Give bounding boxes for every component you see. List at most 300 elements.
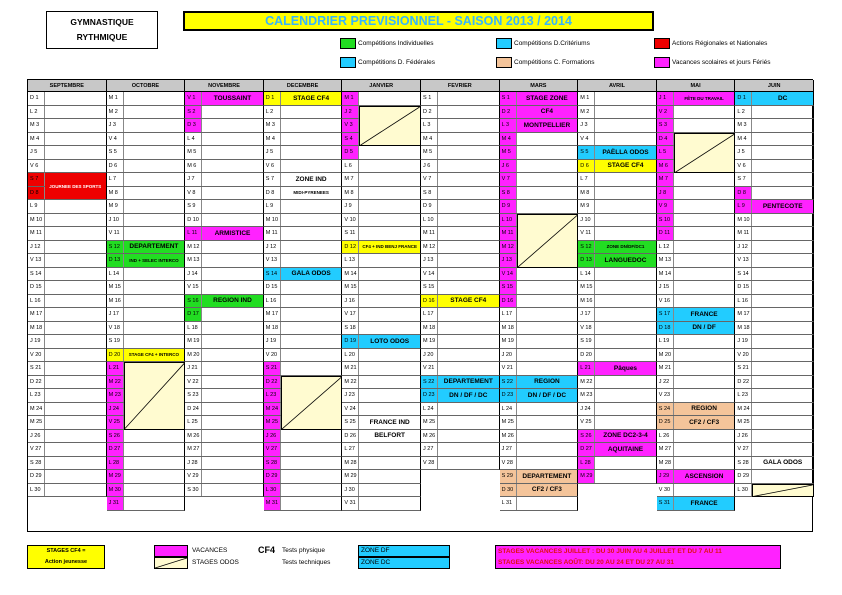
- stages-juillet: STAGES VACANCES JUILLET : DU 30 JUIN AU 4 JUILLET ET DU 7 AU 11: [498, 548, 722, 555]
- day-label: L 2: [735, 106, 752, 119]
- day-cell: [107, 214, 186, 228]
- calendar-event: ZONE IND: [281, 173, 343, 187]
- tests-techniques-label: Tests techniques: [282, 559, 331, 566]
- day-label: S 28: [28, 457, 45, 470]
- day-label: M 18: [421, 322, 438, 335]
- day-cell: [578, 92, 657, 106]
- day-label: S 30: [185, 484, 202, 497]
- day-label: V 2: [657, 106, 674, 119]
- day-label: M 31: [264, 497, 281, 510]
- day-label: S 21: [264, 362, 281, 375]
- day-cell: [735, 362, 814, 376]
- day-label: M 4: [421, 133, 438, 146]
- day-cell: [264, 146, 343, 160]
- day-cell: [500, 146, 579, 160]
- day-label: S 18: [342, 322, 359, 335]
- day-label: M 5: [500, 146, 517, 159]
- calendar-event: ARMISTICE: [202, 227, 264, 241]
- day-cell: [421, 187, 500, 201]
- day-label: M 4: [264, 133, 281, 146]
- day-cell: [578, 173, 657, 187]
- day-cell: [185, 173, 264, 187]
- day-label: J 13: [421, 254, 438, 267]
- day-cell: [28, 268, 107, 282]
- day-cell: [578, 349, 657, 363]
- day-cell: [735, 281, 814, 295]
- calendar-event: STAGE CF4: [595, 160, 657, 174]
- day-label: M 18: [28, 322, 45, 335]
- day-cell: [421, 160, 500, 174]
- day-cell: [500, 173, 579, 187]
- stages-odos-swatch: [154, 557, 188, 569]
- day-cell: [28, 281, 107, 295]
- day-cell: [500, 308, 579, 322]
- day-cell: [264, 200, 343, 214]
- day-cell: [185, 268, 264, 282]
- day-label: S 22: [500, 376, 517, 389]
- day-label: L 17: [421, 308, 438, 321]
- day-cell: [657, 430, 736, 444]
- day-label: V 9: [657, 200, 674, 213]
- day-label: S 24: [657, 403, 674, 416]
- day-cell: [735, 376, 814, 390]
- day-cell: [657, 457, 736, 471]
- day-cell: [735, 268, 814, 282]
- day-cell: [578, 187, 657, 201]
- day-cell: [342, 160, 421, 174]
- day-label: J 9: [342, 200, 359, 213]
- day-label: S 11: [342, 227, 359, 240]
- day-cell: [342, 200, 421, 214]
- day-label: L 7: [107, 173, 124, 186]
- day-label: L 13: [342, 254, 359, 267]
- day-label: M 25: [421, 416, 438, 429]
- stages-cf4-label: STAGES CF4 =: [46, 548, 86, 554]
- day-cell: [185, 119, 264, 133]
- day-cell: [657, 335, 736, 349]
- day-label: M 10: [28, 214, 45, 227]
- vacances-label: VACANCES: [192, 547, 228, 554]
- day-cell: [28, 295, 107, 309]
- day-label: M 28: [342, 457, 359, 470]
- day-label: D 29: [735, 470, 752, 483]
- day-label: S 5: [578, 146, 595, 159]
- day-label: S 8: [421, 187, 438, 200]
- day-label: L 26: [657, 430, 674, 443]
- day-cell: [500, 497, 579, 511]
- day-label: D 1: [28, 92, 45, 105]
- day-label: L 24: [500, 403, 517, 416]
- day-cell: [342, 362, 421, 376]
- day-label: L 10: [500, 214, 517, 227]
- day-cell: [185, 200, 264, 214]
- day-label: S 15: [421, 281, 438, 294]
- day-label: J 12: [264, 241, 281, 254]
- day-label: M 9: [107, 200, 124, 213]
- day-label: V 7: [421, 173, 438, 186]
- day-label: D 15: [735, 281, 752, 294]
- day-cell: [500, 362, 579, 376]
- legend-swatch: [340, 57, 356, 68]
- day-cell: [28, 133, 107, 147]
- day-cell: [578, 214, 657, 228]
- day-label: J 20: [500, 349, 517, 362]
- calendar-event: LOTO ODOS: [359, 335, 421, 349]
- day-label: L 30: [735, 484, 752, 497]
- day-cell: [342, 187, 421, 201]
- day-cell: [421, 281, 500, 295]
- day-label: S 10: [657, 214, 674, 227]
- day-cell: [28, 200, 107, 214]
- day-label: V 21: [421, 362, 438, 375]
- day-cell: [185, 470, 264, 484]
- day-label: M 25: [735, 416, 752, 429]
- day-cell: [578, 457, 657, 471]
- day-label: S 1: [500, 92, 517, 105]
- day-label: V 13: [735, 254, 752, 267]
- legend-item: [654, 56, 771, 69]
- day-cell: [657, 173, 736, 187]
- day-label: S 14: [735, 268, 752, 281]
- day-cell: [735, 227, 814, 241]
- day-cell: [421, 308, 500, 322]
- day-cell: [657, 268, 736, 282]
- day-label: M 24: [28, 403, 45, 416]
- calendar-event: DEPARTEMENT: [124, 241, 186, 255]
- day-label: M 19: [421, 335, 438, 348]
- day-label: L 4: [185, 133, 202, 146]
- legend-label: Compétitions D.Critériums: [514, 40, 590, 47]
- day-label: J 8: [657, 187, 674, 200]
- day-cell: [107, 335, 186, 349]
- day-cell: [578, 200, 657, 214]
- day-cell: [264, 308, 343, 322]
- day-cell: [28, 214, 107, 228]
- day-label: L 31: [500, 497, 517, 510]
- legend-swatch: [496, 38, 512, 49]
- day-label: L 28: [107, 457, 124, 470]
- day-cell: [342, 389, 421, 403]
- day-label: L 16: [735, 295, 752, 308]
- day-label: M 26: [185, 430, 202, 443]
- day-label: M 1: [107, 92, 124, 105]
- day-label: S 28: [735, 457, 752, 470]
- legend-swatch: [340, 38, 356, 49]
- day-cell: [185, 349, 264, 363]
- month-header: MAI: [657, 80, 736, 92]
- day-label: M 29: [578, 470, 595, 483]
- day-label: D 23: [500, 389, 517, 402]
- day-label: S 12: [578, 241, 595, 254]
- day-label: D 9: [421, 200, 438, 213]
- day-cell: [185, 254, 264, 268]
- day-label: D 9: [500, 200, 517, 213]
- day-label: D 22: [264, 376, 281, 389]
- day-label: V 6: [735, 160, 752, 173]
- day-label: V 11: [107, 227, 124, 240]
- calendar-event: Pâques: [595, 362, 657, 376]
- day-cell: [657, 443, 736, 457]
- day-cell: [264, 214, 343, 228]
- day-cell: [342, 322, 421, 336]
- day-label: M 29: [342, 470, 359, 483]
- day-cell: [500, 160, 579, 174]
- day-cell: [185, 146, 264, 160]
- day-cell: [657, 214, 736, 228]
- day-cell: [500, 295, 579, 309]
- day-cell: [735, 403, 814, 417]
- day-label: M 5: [185, 146, 202, 159]
- day-cell: [264, 349, 343, 363]
- day-cell: [107, 200, 186, 214]
- day-label: D 25: [657, 416, 674, 429]
- day-cell: [107, 133, 186, 147]
- day-cell: [421, 119, 500, 133]
- day-label: M 27: [185, 443, 202, 456]
- day-label: S 29: [500, 470, 517, 483]
- day-cell: [264, 362, 343, 376]
- month-header: FEVRIER: [421, 80, 500, 92]
- calendar-event: PENTECOTE: [752, 200, 814, 214]
- day-label: D 13: [578, 254, 595, 267]
- day-label: V 27: [28, 443, 45, 456]
- day-cell: [735, 119, 814, 133]
- day-label: L 5: [657, 146, 674, 159]
- day-cell: [735, 416, 814, 430]
- day-label: J 21: [185, 362, 202, 375]
- calendar-event: IND + SELEC INTERCO: [124, 254, 186, 268]
- day-label: M 3: [28, 119, 45, 132]
- day-cell: [657, 281, 736, 295]
- day-cell: [500, 200, 579, 214]
- day-label: J 27: [421, 443, 438, 456]
- day-label: M 13: [185, 254, 202, 267]
- day-label: M 10: [735, 214, 752, 227]
- day-label: V 18: [578, 322, 595, 335]
- day-cell: [264, 254, 343, 268]
- day-label: V 8: [185, 187, 202, 200]
- day-label: M 26: [500, 430, 517, 443]
- day-label: D 15: [264, 281, 281, 294]
- calendar-event: DN / DF / DC: [517, 389, 579, 403]
- calendar-event: FÊTE DU TRAVAIL: [674, 92, 736, 106]
- day-label: D 11: [657, 227, 674, 240]
- day-label: J 19: [28, 335, 45, 348]
- calendar-event: TOUSSAINT: [202, 92, 264, 106]
- cf4-label: CF4: [258, 545, 276, 555]
- day-label: J 14: [185, 268, 202, 281]
- club-name-box: [46, 11, 158, 49]
- day-label: J 3: [578, 119, 595, 132]
- day-label: M 29: [107, 470, 124, 483]
- day-label: J 6: [500, 160, 517, 173]
- day-label: J 13: [500, 254, 517, 267]
- calendar-event: BELFORT: [359, 430, 421, 444]
- day-label: L 19: [657, 335, 674, 348]
- day-label: S 23: [185, 389, 202, 402]
- day-cell: [421, 133, 500, 147]
- day-label: V 21: [500, 362, 517, 375]
- day-label: M 20: [657, 349, 674, 362]
- day-label: M 8: [342, 187, 359, 200]
- day-label: S 1: [421, 92, 438, 105]
- day-label: M 22: [107, 376, 124, 389]
- day-cell: [107, 430, 186, 444]
- day-label: L 20: [342, 349, 359, 362]
- day-cell: [578, 308, 657, 322]
- day-cell: [28, 376, 107, 390]
- day-cell: [107, 106, 186, 120]
- day-label: J 20: [421, 349, 438, 362]
- day-cell: [735, 308, 814, 322]
- day-cell: [264, 430, 343, 444]
- club-name-line1: GYMNASTIQUE: [70, 17, 134, 27]
- day-cell: [421, 214, 500, 228]
- day-label: J 19: [264, 335, 281, 348]
- stage-odos-block: [517, 214, 579, 268]
- day-label: V 20: [735, 349, 752, 362]
- day-label: V 30: [657, 484, 674, 497]
- day-cell: [28, 146, 107, 160]
- day-cell: [657, 241, 736, 255]
- day-label: M 12: [500, 241, 517, 254]
- day-label: L 14: [578, 268, 595, 281]
- day-label: V 20: [28, 349, 45, 362]
- day-label: V 13: [264, 254, 281, 267]
- month-header: MARS: [500, 80, 579, 92]
- day-cell: [264, 484, 343, 498]
- calendar-event: AQUITAINE: [595, 443, 657, 457]
- day-cell: [28, 403, 107, 417]
- tests-physique-label: Tests physique: [282, 547, 325, 554]
- day-label: M 28: [657, 457, 674, 470]
- day-label: S 16: [185, 295, 202, 308]
- day-label: M 3: [264, 119, 281, 132]
- day-label: M 16: [107, 295, 124, 308]
- day-cell: [28, 254, 107, 268]
- day-cell: [342, 403, 421, 417]
- day-label: J 5: [264, 146, 281, 159]
- day-label: D 23: [421, 389, 438, 402]
- day-label: L 2: [264, 106, 281, 119]
- day-label: D 18: [657, 322, 674, 335]
- day-label: M 8: [578, 187, 595, 200]
- day-label: M 9: [578, 200, 595, 213]
- day-cell: [657, 362, 736, 376]
- day-cell: [657, 106, 736, 120]
- day-cell: [264, 470, 343, 484]
- day-cell: [578, 470, 657, 484]
- day-cell: [264, 497, 343, 511]
- calendar-grid: [27, 79, 813, 532]
- calendar-event: DN / DF: [674, 322, 736, 336]
- day-label: J 6: [421, 160, 438, 173]
- day-label: D 1: [735, 92, 752, 105]
- day-label: D 22: [735, 376, 752, 389]
- day-label: L 14: [107, 268, 124, 281]
- day-label: L 30: [28, 484, 45, 497]
- day-label: D 2: [421, 106, 438, 119]
- day-label: D 8: [735, 187, 752, 200]
- day-cell: [578, 389, 657, 403]
- day-label: V 31: [342, 497, 359, 510]
- calendar-event: GALA ODOS: [752, 457, 814, 471]
- day-label: D 22: [28, 376, 45, 389]
- day-label: J 24: [578, 403, 595, 416]
- day-cell: [185, 160, 264, 174]
- day-label: M 1: [578, 92, 595, 105]
- day-label: M 17: [28, 308, 45, 321]
- day-label: D 3: [185, 119, 202, 132]
- day-cell: [342, 146, 421, 160]
- day-cell: [28, 160, 107, 174]
- calendar-event: STAGE CF4 + INTERCO: [124, 349, 186, 363]
- day-label: L 3: [500, 119, 517, 132]
- day-cell: [735, 335, 814, 349]
- day-label: S 7: [28, 173, 45, 186]
- day-label: J 17: [578, 308, 595, 321]
- day-cell: [28, 443, 107, 457]
- day-label: M 11: [421, 227, 438, 240]
- day-cell: [107, 443, 186, 457]
- calendar-event: FRANCE: [674, 497, 736, 511]
- day-label: J 5: [28, 146, 45, 159]
- calendar-event: ASCENSION: [674, 470, 736, 484]
- day-label: V 4: [107, 133, 124, 146]
- month-header: JUIN: [735, 80, 814, 92]
- day-label: J 28: [185, 457, 202, 470]
- day-cell: [185, 308, 264, 322]
- legend-label: Vacances scolaires et jours Fériés: [672, 59, 771, 66]
- day-label: V 6: [264, 160, 281, 173]
- day-label: D 24: [185, 403, 202, 416]
- day-label: M 12: [421, 241, 438, 254]
- day-label: M 30: [107, 484, 124, 497]
- day-label: M 5: [421, 146, 438, 159]
- day-label: V 7: [500, 173, 517, 186]
- day-label: M 20: [185, 349, 202, 362]
- day-label: L 10: [421, 214, 438, 227]
- day-label: M 11: [735, 227, 752, 240]
- day-label: D 13: [107, 254, 124, 267]
- day-cell: [735, 349, 814, 363]
- day-cell: [500, 443, 579, 457]
- month-header: OCTOBRE: [107, 80, 186, 92]
- day-cell: [735, 146, 814, 160]
- day-cell: [735, 214, 814, 228]
- day-label: M 6: [185, 160, 202, 173]
- day-label: M 2: [578, 106, 595, 119]
- day-cell: [421, 254, 500, 268]
- day-cell: [107, 470, 186, 484]
- day-cell: [342, 295, 421, 309]
- day-cell: [578, 106, 657, 120]
- day-cell: [421, 443, 500, 457]
- day-cell: [264, 335, 343, 349]
- day-cell: [735, 106, 814, 120]
- stages-cf4-legend: [27, 545, 105, 569]
- day-label: D 17: [185, 308, 202, 321]
- day-label: M 19: [500, 335, 517, 348]
- stages-vacances-box: [495, 545, 781, 569]
- day-label: M 7: [657, 173, 674, 186]
- day-label: M 4: [28, 133, 45, 146]
- day-label: L 24: [421, 403, 438, 416]
- calendar-event: CF2 / CF3: [517, 484, 579, 498]
- day-cell: [342, 214, 421, 228]
- day-cell: [735, 241, 814, 255]
- day-cell: [578, 268, 657, 282]
